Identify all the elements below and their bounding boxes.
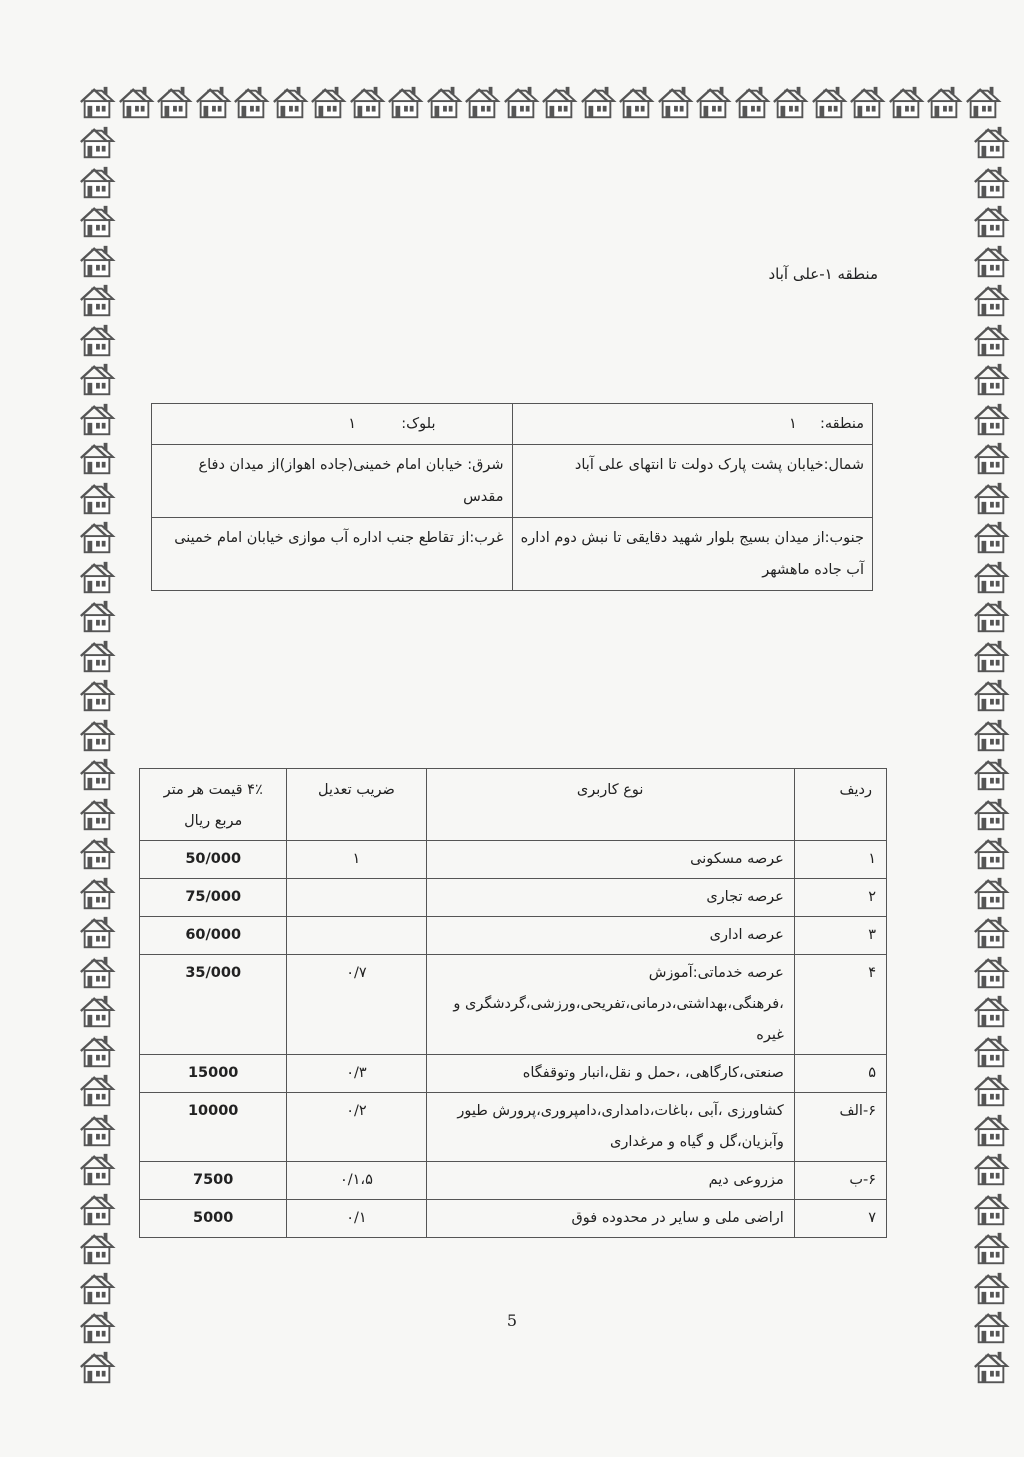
header-coefficient: ضریب تعدیل bbox=[287, 769, 426, 841]
coefficient-cell: ۰/۲ bbox=[287, 1093, 426, 1162]
coefficient-cell bbox=[287, 879, 426, 917]
house-icon bbox=[972, 480, 1011, 520]
house-icon bbox=[232, 84, 271, 124]
house-icon bbox=[78, 875, 117, 915]
house-icon bbox=[386, 84, 425, 124]
house-icon bbox=[78, 1151, 117, 1191]
region-cell bbox=[512, 404, 873, 445]
house-icon bbox=[78, 124, 117, 164]
house-icon bbox=[78, 756, 117, 796]
house-icon bbox=[78, 243, 117, 283]
house-icon bbox=[972, 282, 1011, 322]
price-cell: 7500 bbox=[140, 1162, 287, 1200]
house-icon bbox=[972, 164, 1011, 204]
house-icon bbox=[502, 84, 541, 124]
south-boundary: جنوب:از میدان بسیج بلوار شهید دقایقی تا نبش دوم اداره آب جاده ماهشهر bbox=[512, 518, 873, 591]
price-cell: 10000 bbox=[140, 1093, 287, 1162]
table-row bbox=[140, 1055, 887, 1093]
house-icon bbox=[78, 796, 117, 836]
house-icon bbox=[972, 638, 1011, 678]
house-icon bbox=[78, 1191, 117, 1231]
coefficient-cell: ۰/۱،۵ bbox=[287, 1162, 426, 1200]
house-icon bbox=[810, 84, 849, 124]
price-cell: 15000 bbox=[140, 1055, 287, 1093]
north-boundary: شمال:خیابان پشت پارک دولت تا انتهای علی آباد bbox=[512, 445, 873, 518]
row-number-cell: ۱ bbox=[794, 841, 886, 879]
house-icon bbox=[972, 1112, 1011, 1152]
page-number: 5 bbox=[506, 1311, 518, 1330]
house-icon bbox=[972, 1349, 1011, 1389]
table-row bbox=[140, 917, 887, 955]
coefficient-cell bbox=[287, 917, 426, 955]
house-icon bbox=[579, 84, 618, 124]
top-house-border bbox=[78, 84, 1008, 124]
west-boundary: غرب:از تقاطع جنب اداره آب موازی خیابان امام خمینی bbox=[152, 518, 513, 591]
house-icon bbox=[964, 84, 1003, 124]
house-icon bbox=[540, 84, 579, 124]
header-usage: نوع کاربری bbox=[426, 769, 794, 841]
left-house-border bbox=[78, 124, 118, 1388]
row-number-cell: ۶-ب bbox=[794, 1162, 886, 1200]
house-icon bbox=[463, 84, 502, 124]
table-row bbox=[140, 955, 887, 1055]
house-icon bbox=[194, 84, 233, 124]
house-icon bbox=[348, 84, 387, 124]
house-icon bbox=[78, 1033, 117, 1073]
house-icon bbox=[78, 361, 117, 401]
price-cell: 75/000 bbox=[140, 879, 287, 917]
house-icon bbox=[972, 361, 1011, 401]
house-icon bbox=[972, 519, 1011, 559]
block-label: بلوک: bbox=[401, 416, 436, 432]
price-cell: 35/000 bbox=[140, 955, 287, 1055]
usage-cell: عرصه مسکونی bbox=[426, 841, 794, 879]
price-cell: 50/000 bbox=[140, 841, 287, 879]
house-icon bbox=[972, 1191, 1011, 1231]
table-row bbox=[140, 1093, 887, 1162]
house-icon bbox=[78, 1270, 117, 1310]
house-icon bbox=[78, 559, 117, 599]
house-icon bbox=[155, 84, 194, 124]
house-icon bbox=[425, 84, 464, 124]
right-house-border bbox=[972, 124, 1012, 1388]
house-icon bbox=[309, 84, 348, 124]
house-icon bbox=[78, 1230, 117, 1270]
east-boundary: شرق: خیابان امام خمینی(جاده اهواز)از میدان دفاع مقدس bbox=[152, 445, 513, 518]
house-icon bbox=[78, 84, 117, 124]
house-icon bbox=[848, 84, 887, 124]
block-cell bbox=[152, 404, 513, 445]
house-icon bbox=[972, 717, 1011, 757]
house-icon bbox=[972, 1072, 1011, 1112]
region-value: ۱ bbox=[788, 416, 797, 432]
house-icon bbox=[78, 598, 117, 638]
house-icon bbox=[887, 84, 926, 124]
price-cell: 60/000 bbox=[140, 917, 287, 955]
table-row bbox=[140, 841, 887, 879]
house-icon bbox=[972, 559, 1011, 599]
row-number-cell: ۵ bbox=[794, 1055, 886, 1093]
house-icon bbox=[78, 638, 117, 678]
price-table bbox=[139, 768, 887, 1238]
house-icon bbox=[972, 835, 1011, 875]
house-icon bbox=[617, 84, 656, 124]
house-icon bbox=[78, 322, 117, 362]
house-icon bbox=[78, 1112, 117, 1152]
coefficient-cell: ۰/۳ bbox=[287, 1055, 426, 1093]
house-icon bbox=[78, 914, 117, 954]
row-number-cell: ۴ bbox=[794, 955, 886, 1055]
house-icon bbox=[78, 164, 117, 204]
house-icon bbox=[972, 756, 1011, 796]
house-icon bbox=[972, 203, 1011, 243]
region-label: منطقه: bbox=[819, 416, 864, 432]
usage-cell: مزروعی دیم bbox=[426, 1162, 794, 1200]
house-icon bbox=[972, 401, 1011, 441]
house-icon bbox=[78, 993, 117, 1033]
house-icon bbox=[972, 1230, 1011, 1270]
house-icon bbox=[694, 84, 733, 124]
house-icon bbox=[972, 1270, 1011, 1310]
boundary-table bbox=[151, 403, 873, 591]
house-icon bbox=[78, 401, 117, 441]
usage-cell: کشاورزی ،آبی ،باغات،دامداری،دامپروری،پرورش طیور وآبزیان،گل و گیاه و مرغداری bbox=[426, 1093, 794, 1162]
house-icon bbox=[972, 243, 1011, 283]
house-icon bbox=[271, 84, 310, 124]
house-icon bbox=[78, 440, 117, 480]
block-value: ۱ bbox=[348, 416, 357, 432]
coefficient-cell: ۰/۷ bbox=[287, 955, 426, 1055]
row-number-cell: ۷ bbox=[794, 1200, 886, 1238]
coefficient-cell: ۱ bbox=[287, 841, 426, 879]
house-icon bbox=[78, 519, 117, 559]
usage-cell: صنعتی،کارگاهی، ،حمل و نقل،انبار وتوقفگاه bbox=[426, 1055, 794, 1093]
house-icon bbox=[972, 677, 1011, 717]
row-number-cell: ۳ bbox=[794, 917, 886, 955]
usage-cell: عرصه اداری bbox=[426, 917, 794, 955]
house-icon bbox=[972, 1151, 1011, 1191]
table-row bbox=[140, 1200, 887, 1238]
house-icon bbox=[78, 282, 117, 322]
usage-cell: اراضی ملی و سایر در محدوده فوق bbox=[426, 1200, 794, 1238]
house-icon bbox=[972, 796, 1011, 836]
house-icon bbox=[972, 1033, 1011, 1073]
page-title: منطقه ۱-علی آباد bbox=[768, 265, 878, 283]
house-icon bbox=[972, 124, 1011, 164]
house-icon bbox=[78, 717, 117, 757]
house-icon bbox=[771, 84, 810, 124]
usage-cell: عرصه خدماتی:آموزش ،فرهنگی،بهداشتی،درمانی،تفریحی،ورزشی،گردشگری و غیره bbox=[426, 955, 794, 1055]
house-icon bbox=[972, 954, 1011, 994]
house-icon bbox=[972, 322, 1011, 362]
price-table-body bbox=[140, 841, 887, 1238]
row-number-cell: ۲ bbox=[794, 879, 886, 917]
house-icon bbox=[972, 440, 1011, 480]
house-icon bbox=[78, 835, 117, 875]
house-icon bbox=[78, 203, 117, 243]
row-number-cell: ۶-الف bbox=[794, 1093, 886, 1162]
house-icon bbox=[925, 84, 964, 124]
house-icon bbox=[972, 598, 1011, 638]
house-icon bbox=[972, 875, 1011, 915]
house-icon bbox=[117, 84, 156, 124]
header-row-number: ردیف bbox=[794, 769, 886, 841]
price-cell: 5000 bbox=[140, 1200, 287, 1238]
house-icon bbox=[78, 480, 117, 520]
house-icon bbox=[733, 84, 772, 124]
house-icon bbox=[78, 677, 117, 717]
header-price: ۴٪ قیمت هر متر مربع ریال bbox=[140, 769, 287, 841]
house-icon bbox=[78, 954, 117, 994]
house-icon bbox=[972, 914, 1011, 954]
table-row bbox=[140, 879, 887, 917]
table-row bbox=[140, 1162, 887, 1200]
house-icon bbox=[78, 1072, 117, 1112]
house-icon bbox=[656, 84, 695, 124]
coefficient-cell: ۰/۱ bbox=[287, 1200, 426, 1238]
house-icon bbox=[972, 993, 1011, 1033]
usage-cell: عرصه تجاری bbox=[426, 879, 794, 917]
house-icon bbox=[78, 1349, 117, 1389]
